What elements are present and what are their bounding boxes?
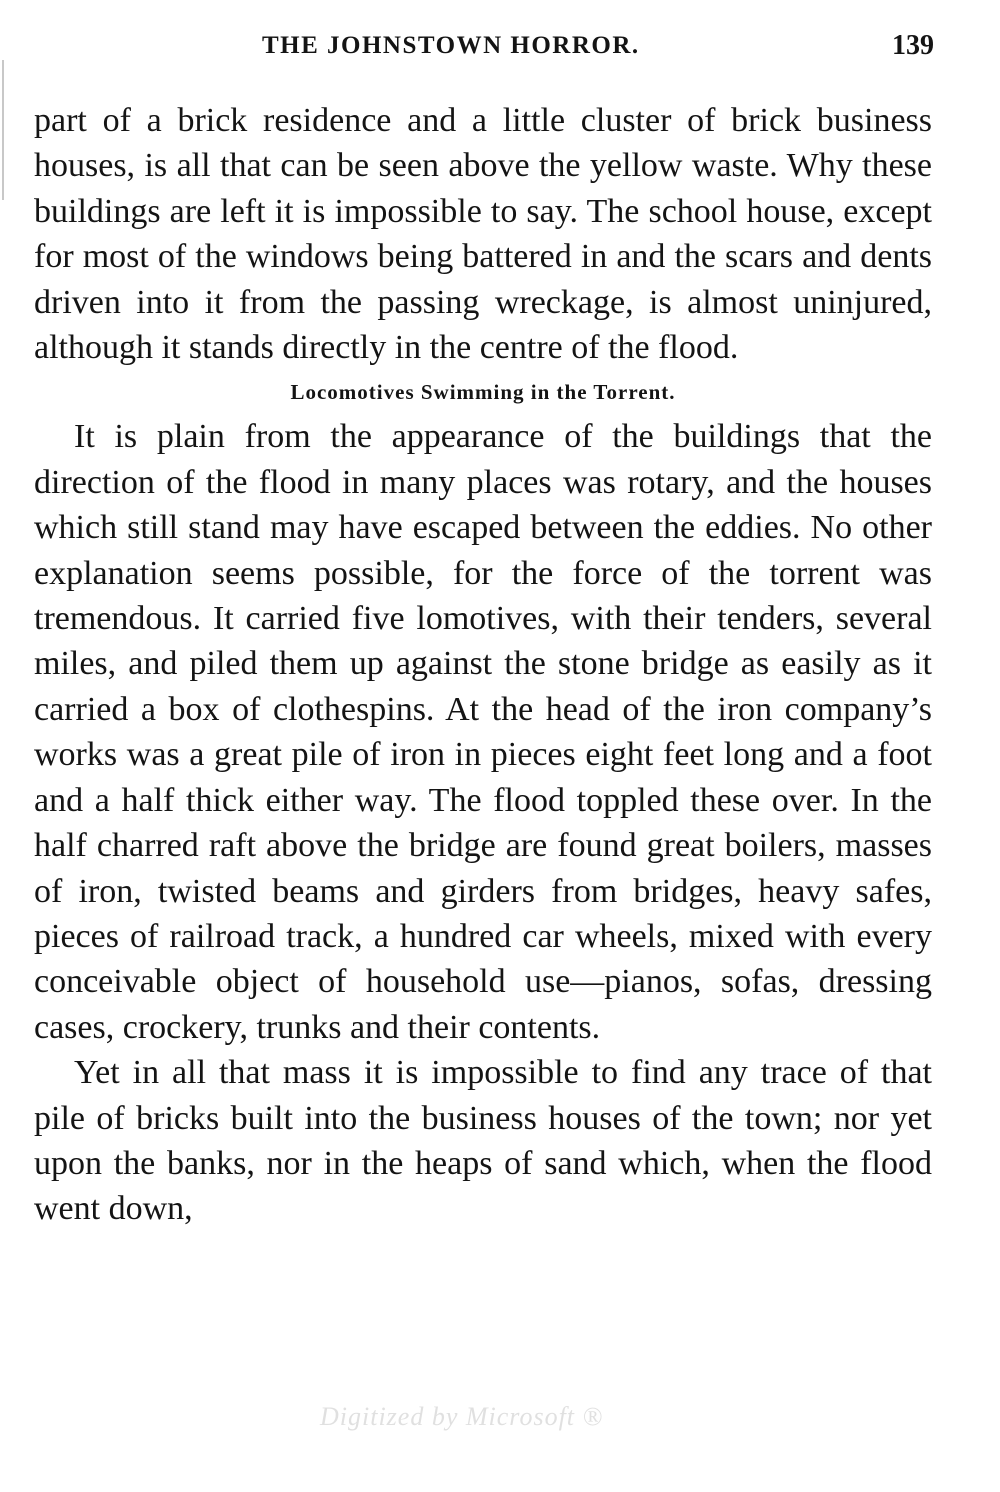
digitization-watermark: Digitized by Microsoft ® (320, 1402, 604, 1431)
paragraph-continued: part of a brick residence and a little cluster of brick business houses, is all that can be seen above the yellow waste. Why these buildings are left it is impossible to say. The school house, except for most of the windows being battered in and the scars and dents driven into it from the passing wreckage, is almost uninjured, although it stands directly in the centre of the flood. (34, 102, 932, 367)
paragraph-locomotives: It is plain from the appearance of the buildings that the direction of the flood in many places was rotary, and the houses which still stand may have escaped between the eddies. No other explanation seems possible, for the force of the torrent was tremendous. It carried five lomotives, with their tenders, several miles, and piled them up against the stone bridge as easily as it carried a box of clothespins. At the head of the iron company’s works was a great pile of iron in pieces eight feet long and a foot and a half thick either way. The flood toppled these over. In the half charred raft above the bridge are found great boilers, masses of iron, twisted beams and girders from bridges, heavy safes, pieces of railroad track, a hundred car wheels, mixed with every conceivable object of household use—pianos, sofas, dressing cases, crockery, trunks and their contents. (34, 418, 932, 1046)
page-number: 139 (892, 30, 934, 61)
section-heading: Locomotives Swimming in the Torrent. (290, 380, 676, 405)
running-head (0, 26, 1000, 70)
body-text (34, 98, 932, 1232)
paragraph-bricks: Yet in all that mass it is impossible to find any trace of that pile of bricks built into the business houses of the town; nor yet upon the banks, nor in the heaps of sand which, when the flood went down, (34, 1054, 932, 1228)
scan-edge-mark (2, 60, 4, 200)
running-title: THE JOHNSTOWN HORROR. (262, 32, 640, 59)
